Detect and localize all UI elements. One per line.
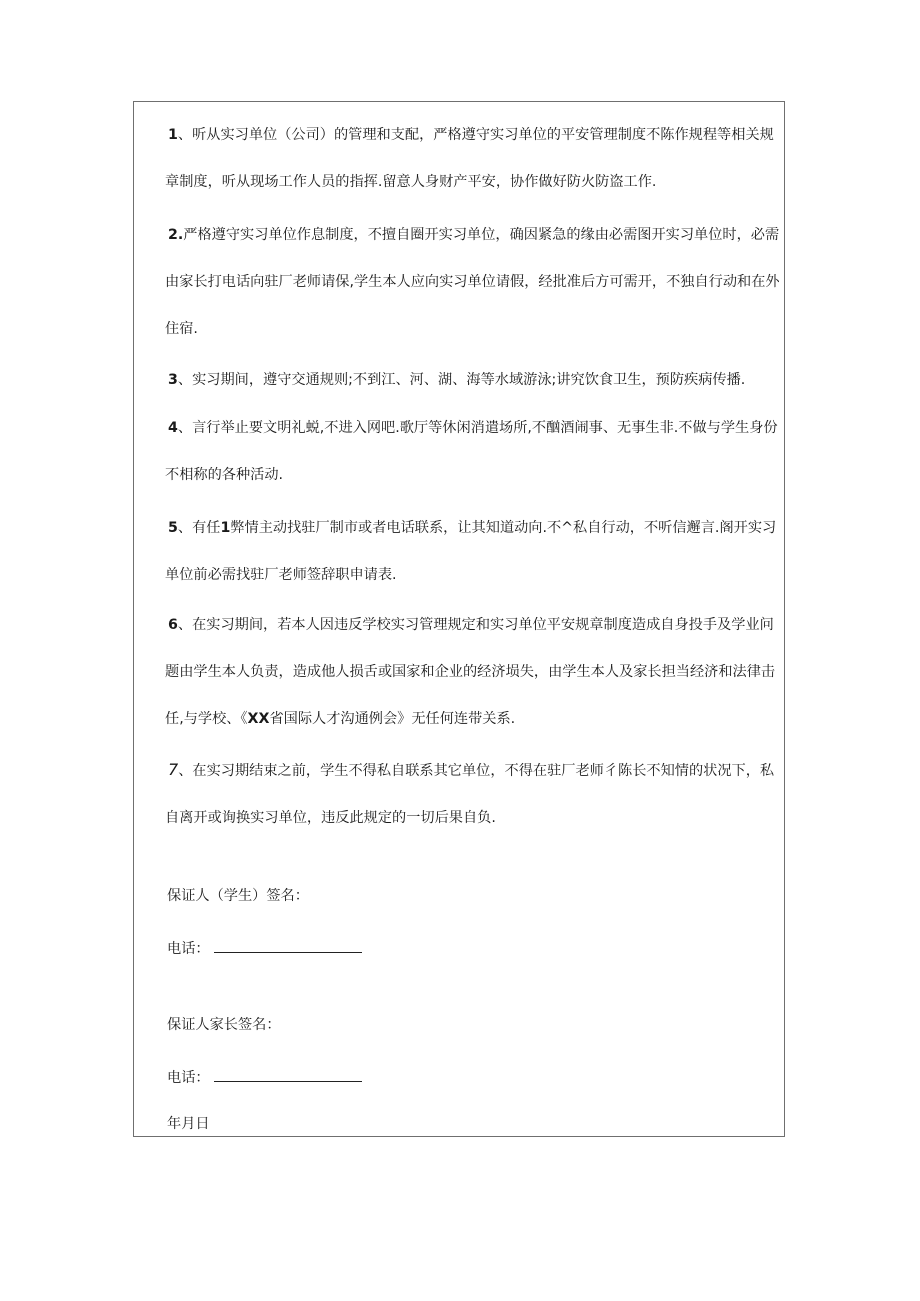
clause-number: 5 bbox=[168, 520, 178, 536]
clause-separator: 、 bbox=[177, 420, 193, 436]
clause-text-pre: 在实习期间，若本人因违反学校实习管理规定和实习单位平安规章制度造成自身投手及学业问题由学生本人负责，造成他人损舌或国家和企业的经济埙失，由学生本人及家长担当经济和法律击任,与学校、《 bbox=[165, 617, 776, 727]
clause-5 bbox=[165, 505, 783, 599]
clause-2 bbox=[165, 212, 783, 353]
clause-4 bbox=[165, 405, 783, 499]
parent-phone-field[interactable] bbox=[214, 1067, 362, 1082]
clause-separator: 、 bbox=[177, 127, 193, 143]
clause-text-bold: XX bbox=[247, 711, 270, 727]
date-label: 年月日 bbox=[167, 1116, 210, 1132]
clause-text: 实习期间，遵守交通规则;不到江、河、湖、海等水域游泳;讲究饮食卫生，预防疾病传播. bbox=[192, 372, 746, 388]
clause-separator: 、 bbox=[178, 763, 193, 779]
clause-separator: 、 bbox=[177, 520, 193, 536]
clause-text-pre: 有任 bbox=[192, 520, 221, 536]
student-phone-field[interactable] bbox=[214, 938, 362, 953]
clause-number: 6 bbox=[168, 617, 178, 633]
clause-number: 4 bbox=[168, 420, 178, 436]
clause-text: 在实习期结束之前，学生不得私自联系其它单位，不得在驻厂老师彳陈长不知情的状况下，私自离开或询换实习单位，违反此规定的一切后果自负. bbox=[165, 763, 775, 826]
parent-phone-row bbox=[167, 1067, 362, 1088]
document-frame bbox=[133, 101, 785, 1137]
clause-1 bbox=[165, 112, 783, 206]
clause-number: 2. bbox=[168, 227, 184, 243]
clause-7 bbox=[165, 746, 783, 842]
clause-separator: 、 bbox=[177, 372, 193, 388]
clause-text-post: 弊情主动找驻厂制市或者电话联系，让其知道动向.不^私自行动，不听信邂言.阁开实习单位前必需找驻厂老师签辞职申请表. bbox=[165, 520, 777, 583]
phone-label: 电话： bbox=[167, 941, 210, 957]
student-signature-label: 保证人（学生）签名： bbox=[167, 888, 309, 904]
clause-text-bold: 1 bbox=[220, 520, 231, 536]
clause-number: 3 bbox=[168, 372, 178, 388]
clause-text: 言行举止要文明礼蜕,不进入网吧.歌厅等休闲消遣场所,不酗酒闹事、无事生非.不做与学生身份不相称的各种活动. bbox=[165, 420, 778, 483]
clause-number: 7 bbox=[168, 760, 179, 779]
phone-label: 电话： bbox=[167, 1070, 210, 1086]
student-phone-row bbox=[167, 938, 362, 959]
clause-number: 1 bbox=[168, 127, 178, 143]
clause-text: 严格遵守实习单位作息制度，不擅自圈开实习单位，确因紧急的缘由必需图开实习单位时，必需由家长打电话向驻厂老师请保,学生本人应向实习单位请假，经批准后方可需开，不独自行动和在外住宿. bbox=[165, 227, 780, 337]
clause-text: 听从实习单位（公司）的管理和支配，严格遵守实习单位的平安管理制度不陈作规程等相关规章制度，听从现场工作人员的指挥.留意人身财产平安，协作做好防火防盗工作. bbox=[165, 127, 774, 190]
parent-signature-label: 保证人家长签名： bbox=[167, 1017, 281, 1033]
clause-text-post: 省国际人才沟通例会》无任何连带关系. bbox=[269, 711, 516, 727]
clause-separator: 、 bbox=[177, 617, 193, 633]
clause-3 bbox=[165, 357, 783, 404]
clause-6 bbox=[165, 602, 783, 743]
